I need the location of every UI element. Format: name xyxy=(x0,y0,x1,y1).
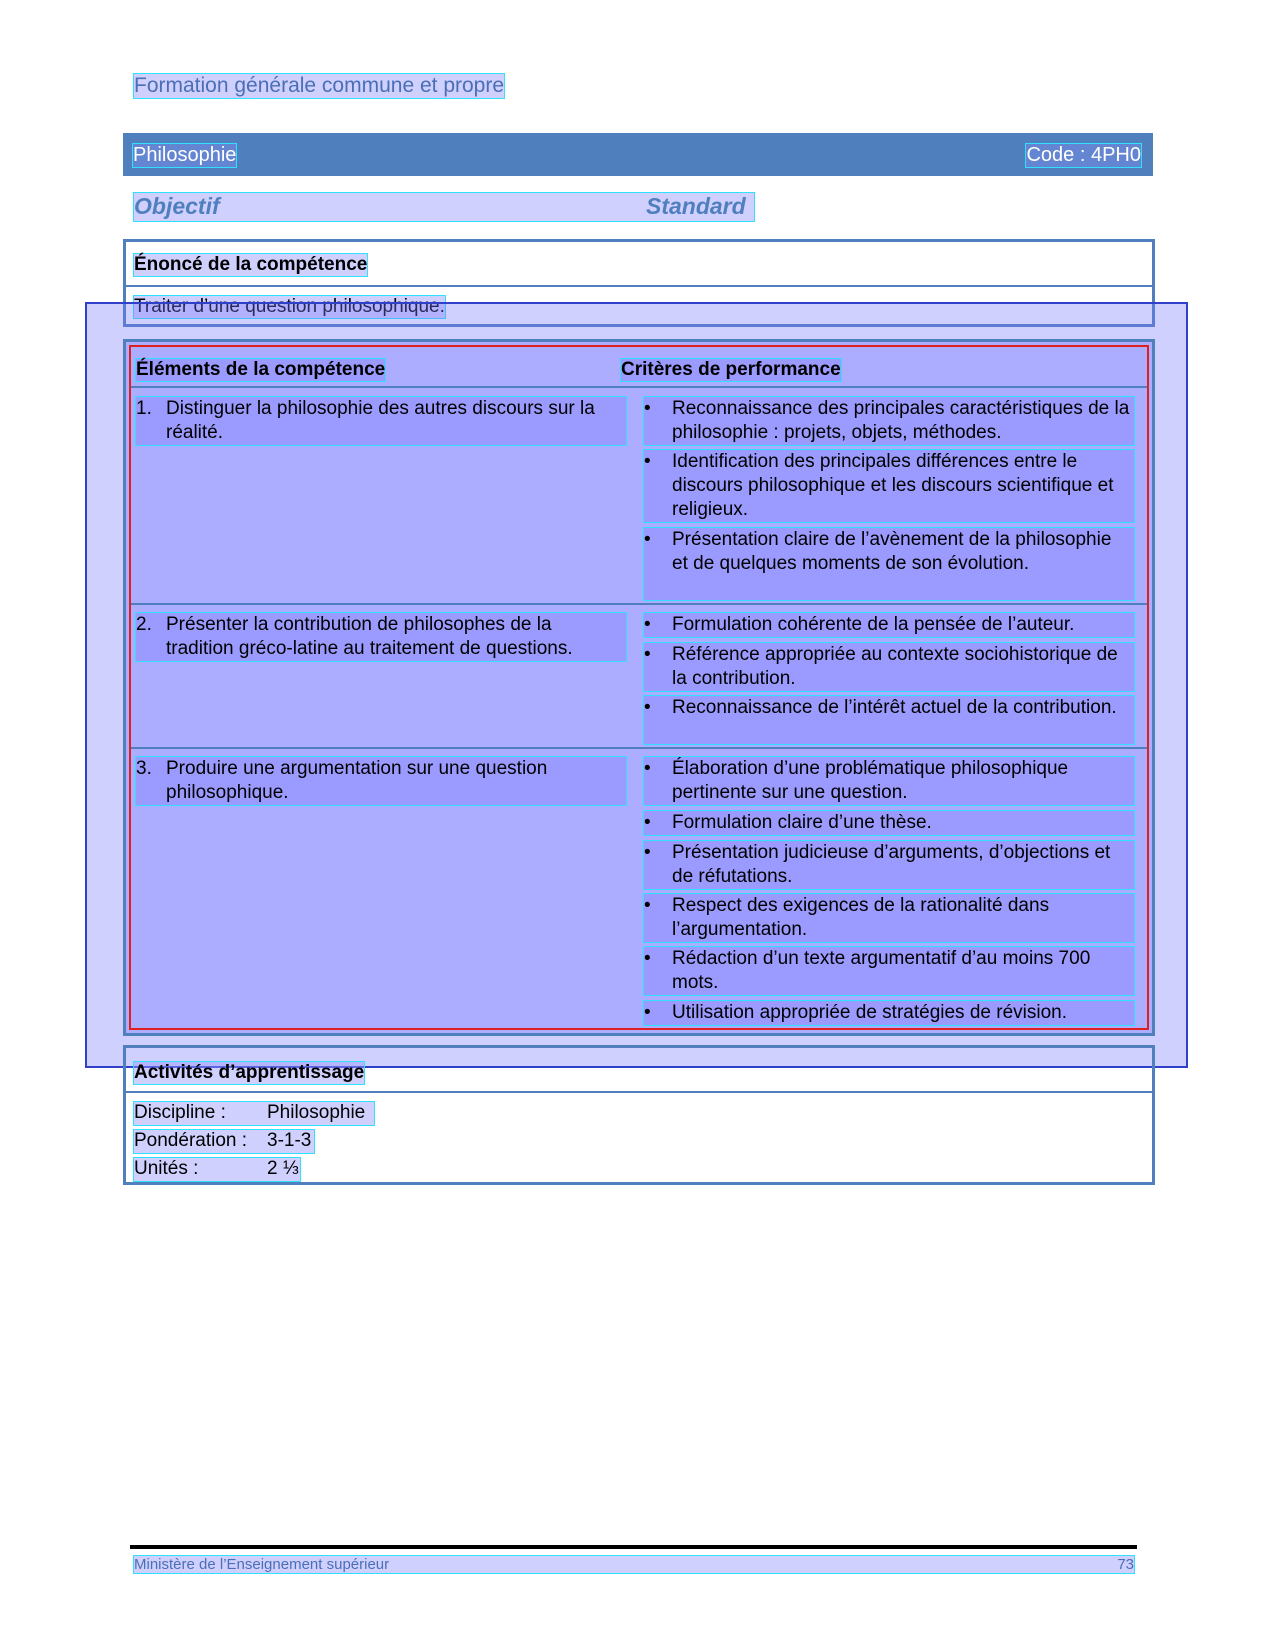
criterion-text: Formulation claire d’une thèse. xyxy=(672,812,932,833)
criterion-item xyxy=(644,450,1134,522)
criterion-item xyxy=(644,528,1134,600)
criterion-item xyxy=(644,811,1134,835)
competence-statement-heading: Énoncé de la compétence xyxy=(134,254,368,275)
objective-standard-row xyxy=(134,193,754,221)
criterion-item xyxy=(644,841,1134,889)
element-text: Présenter la contribution de philosophes de la tradition gréco-latine au traitement de questions. xyxy=(166,614,573,659)
criterion-item xyxy=(644,643,1134,691)
criterion-text: Reconnaissance de l’intérêt actuel de la contribution. xyxy=(672,697,1117,718)
bullet-icon: • xyxy=(644,842,651,863)
bullet-icon: • xyxy=(644,948,651,969)
table-frame xyxy=(129,345,1149,1030)
page-number: 73 xyxy=(1117,1556,1134,1573)
objectif-label: Objectif xyxy=(134,193,220,219)
course-code-bar xyxy=(123,133,1153,176)
criterion-item xyxy=(644,696,1134,744)
footer-ministry: Ministère de l’Enseignement supérieur xyxy=(134,1556,390,1573)
criterion-text: Reconnaissance des principales caractéristiques de la philosophie : projets, objets, méthodes. xyxy=(672,398,1130,443)
learning-activities-header xyxy=(126,1048,1152,1093)
document-section-title: Formation générale commune et propre xyxy=(134,74,505,97)
criterion-item xyxy=(644,947,1134,995)
discipline-value: Philosophie xyxy=(267,1102,366,1123)
competence-statement-text: Traiter d’une question philosophique. xyxy=(134,296,445,317)
criterion-text: Présentation judicieuse d’arguments, d’objections et de réfutations. xyxy=(672,842,1111,887)
bullet-icon: • xyxy=(644,644,651,665)
unites-label: Unités : xyxy=(134,1158,199,1179)
discipline-row xyxy=(134,1102,374,1125)
table-row-element-3 xyxy=(136,757,626,805)
bullet-icon: • xyxy=(644,529,651,550)
bullet-icon: • xyxy=(644,697,651,718)
table-row-element-2 xyxy=(136,613,626,661)
unites-row xyxy=(134,1158,300,1181)
criterion-text: Rédaction d’un texte argumentatif d’au moins 700 mots. xyxy=(672,948,1091,993)
bullet-icon: • xyxy=(644,812,651,833)
course-code: Code : 4PH0 xyxy=(1026,144,1141,166)
criterion-item xyxy=(644,397,1134,445)
criterion-item xyxy=(644,1001,1134,1025)
bullet-icon: • xyxy=(644,614,651,635)
unites-value: 2 ⅓ xyxy=(267,1158,299,1179)
criterion-text: Référence appropriée au contexte sociohistorique de la contribution. xyxy=(672,644,1118,689)
bullet-icon: • xyxy=(644,758,651,779)
element-number: 2. xyxy=(136,614,152,635)
column-header-criteria: Critères de performance xyxy=(621,359,841,380)
row-divider xyxy=(131,603,1147,605)
criterion-text: Respect des exigences de la rationalité dans l’argumentation. xyxy=(672,895,1050,940)
criterion-item xyxy=(644,757,1134,805)
element-number: 1. xyxy=(136,398,152,419)
bullet-icon: • xyxy=(644,451,651,472)
discipline-label: Discipline : xyxy=(134,1102,226,1123)
criterion-text: Présentation claire de l’avènement de la philosophie et de quelques moments de son évolution. xyxy=(672,529,1112,574)
criterion-item xyxy=(644,613,1134,637)
row-divider xyxy=(131,747,1147,749)
bullet-icon: • xyxy=(644,1002,651,1023)
competence-statement-header xyxy=(126,242,1152,287)
table-row-element-1 xyxy=(136,397,626,445)
course-name: Philosophie xyxy=(133,144,237,166)
competence-elements-table xyxy=(123,339,1155,1036)
bullet-icon: • xyxy=(644,398,651,419)
criterion-text: Élaboration d’une problématique philosophique pertinente sur une question. xyxy=(672,758,1069,803)
learning-activities-heading: Activités d’apprentissage xyxy=(134,1062,365,1083)
criterion-text: Utilisation appropriée de stratégies de révision. xyxy=(672,1002,1067,1023)
ponderation-row xyxy=(134,1130,314,1153)
footer-rule xyxy=(130,1545,1137,1549)
criterion-text: Identification des principales différences entre le discours philosophique et les discours scientifique et religieux. xyxy=(672,451,1114,520)
element-text: Distinguer la philosophie des autres discours sur la réalité. xyxy=(166,398,595,443)
ponderation-value: 3-1-3 xyxy=(267,1130,312,1151)
learning-activities-box xyxy=(123,1045,1155,1185)
bullet-icon: • xyxy=(644,895,651,916)
header-divider xyxy=(131,386,1147,388)
criterion-text: Formulation cohérente de la pensée de l’auteur. xyxy=(672,614,1075,635)
standard-label: Standard xyxy=(646,193,746,219)
element-text: Produire une argumentation sur une question philosophique. xyxy=(166,758,548,803)
element-number: 3. xyxy=(136,758,152,779)
criterion-item xyxy=(644,894,1134,942)
ponderation-label: Pondération : xyxy=(134,1130,248,1151)
page-footer xyxy=(134,1556,1134,1573)
column-header-elements: Éléments de la compétence xyxy=(136,359,386,380)
